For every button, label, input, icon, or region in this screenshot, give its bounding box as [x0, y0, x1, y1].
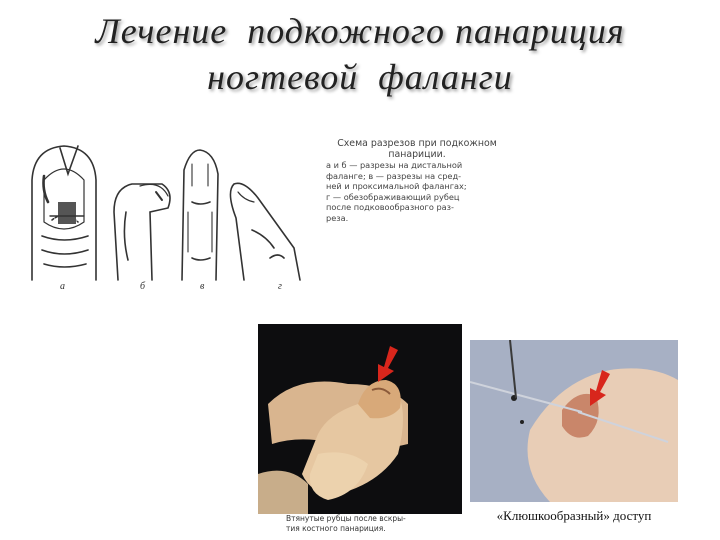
figure-caption-line: а и б — разрезы на дистальной: [326, 160, 463, 170]
surgery-photo: [470, 340, 678, 502]
surgery-photo-caption: «Клюшкообразный» доступ: [496, 508, 652, 523]
panel-labels: [60, 281, 282, 290]
figure-caption-line: ней и проксимальной фалангах;: [326, 181, 467, 192]
arrow-icon-left: [378, 346, 398, 382]
scar-photo-caption: [286, 514, 476, 534]
scar-caption-line-2: тия костного панариция.: [286, 524, 386, 533]
scar-caption-line-1: Втянутые рубцы после вскры-: [286, 514, 406, 523]
finger-a-shading: [58, 202, 76, 224]
panel-label-d: г: [278, 281, 282, 290]
figure-caption-line: после подковообразного раз-: [326, 202, 454, 213]
panel-label-a: а: [60, 281, 65, 290]
figure-caption: [322, 138, 512, 224]
panel-label-c: в: [200, 281, 205, 290]
slide-title-line-1: Лечение подкожного панариция: [95, 11, 625, 51]
slide-title-line-2: ногтевой фаланги: [207, 57, 513, 97]
figure-caption-title: Схема разрезов при подкожном панариции.: [337, 138, 497, 160]
figure-caption-line: фаланге; в — разрезы на сред-: [326, 170, 462, 181]
figure-caption-line: реза.: [326, 212, 349, 223]
figure-caption-body: [322, 160, 512, 224]
finger-d-drawing: [230, 183, 300, 280]
finger-incision-diagram: [22, 140, 312, 290]
scar-photo: [258, 324, 462, 514]
figure-caption-line: г — обезображивающий рубец: [326, 191, 460, 202]
panel-label-b: б: [140, 281, 146, 290]
finger-b-drawing: [114, 184, 170, 280]
finger-c-drawing: [182, 150, 218, 280]
slide-title: [0, 8, 720, 100]
